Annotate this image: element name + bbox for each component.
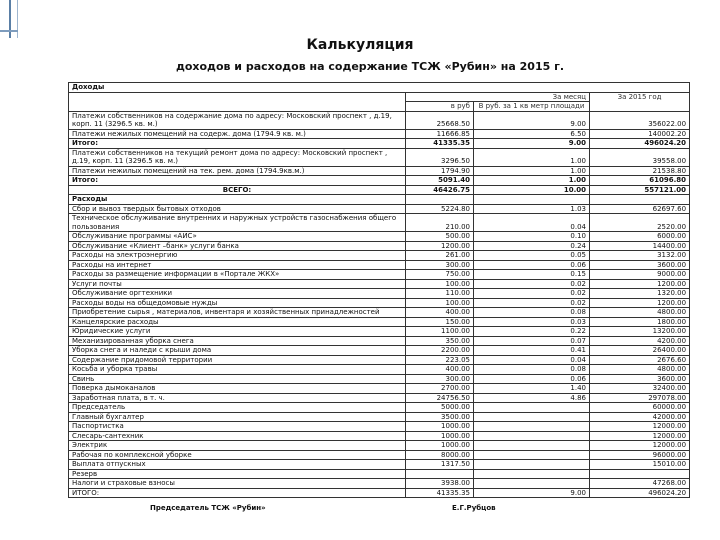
row-per-m2: 1.00	[474, 166, 590, 176]
row-label: Расходы	[69, 195, 406, 205]
table-row	[69, 111, 690, 129]
row-year: 297078.00	[590, 393, 690, 403]
row-per-m2: 0.15	[474, 270, 590, 280]
row-label: Слесарь-сантехник	[69, 431, 406, 441]
row-label: Обслуживание оргтехники	[69, 289, 406, 299]
row-month-rub: 400.00	[406, 365, 474, 375]
row-per-m2	[474, 422, 590, 432]
row-year: 61096.80	[590, 176, 690, 186]
row-label: Сбор и вывоз твердых бытовых отходов	[69, 204, 406, 214]
table-row	[69, 365, 690, 375]
row-per-m2: 0.07	[474, 336, 590, 346]
row-month-rub: 150.00	[406, 317, 474, 327]
document-subtitle: доходов и расходов на содержание ТСЖ «Рубин» на 2015 г.	[175, 60, 565, 73]
row-year: 21538.80	[590, 166, 690, 176]
row-month-rub: 1317.50	[406, 460, 474, 470]
row-label: Обслуживание «Клиент –банк» услуги банка	[69, 241, 406, 251]
row-label: Выплата отпускных	[69, 460, 406, 470]
header-rub: в руб	[406, 102, 474, 112]
row-year: 32400.00	[590, 384, 690, 394]
table-row	[69, 251, 690, 261]
row-per-m2	[474, 403, 590, 413]
row-per-m2: 0.02	[474, 279, 590, 289]
row-per-m2: 0.04	[474, 355, 590, 365]
row-month-rub: 3500.00	[406, 412, 474, 422]
row-year: 1320.00	[590, 289, 690, 299]
row-year: 3600.00	[590, 374, 690, 384]
table-row	[69, 336, 690, 346]
row-per-m2: 9.00	[474, 139, 590, 149]
row-per-m2: 9.00	[474, 111, 590, 129]
row-per-m2	[474, 450, 590, 460]
row-month-rub: 1794.90	[406, 166, 474, 176]
row-month-rub: 24756.50	[406, 393, 474, 403]
row-year	[590, 195, 690, 205]
row-month-rub: 223.05	[406, 355, 474, 365]
table-row	[69, 431, 690, 441]
table-row	[69, 479, 690, 489]
row-label: Платежи собственников на содержание дома по адресу: Московский проспект , д.19, корп. 11 (3296.5 кв. м.)	[69, 111, 406, 129]
row-month-rub: 1000.00	[406, 431, 474, 441]
row-month-rub: 5224.80	[406, 204, 474, 214]
row-year: 42000.00	[590, 412, 690, 422]
row-year: 12000.00	[590, 422, 690, 432]
row-per-m2: 9.00	[474, 488, 590, 498]
row-label: Содержание придомовой территории	[69, 355, 406, 365]
row-month-rub: 210.00	[406, 214, 474, 232]
table-row	[69, 374, 690, 384]
row-year: 3600.00	[590, 260, 690, 270]
row-label: Механизированная уборка снега	[69, 336, 406, 346]
row-year	[590, 469, 690, 479]
row-month-rub: 3296.50	[406, 148, 474, 166]
table-row	[69, 148, 690, 166]
row-per-m2: 0.08	[474, 308, 590, 318]
row-per-m2	[474, 412, 590, 422]
row-year: 2676.60	[590, 355, 690, 365]
row-per-m2: 0.02	[474, 289, 590, 299]
table-row	[69, 469, 690, 479]
row-per-m2: 0.24	[474, 241, 590, 251]
row-per-m2: 1.00	[474, 176, 590, 186]
row-per-m2: 1.00	[474, 148, 590, 166]
table-row	[69, 422, 690, 432]
row-year: 13200.00	[590, 327, 690, 337]
table-row	[69, 279, 690, 289]
row-year: 1200.00	[590, 298, 690, 308]
row-month-rub: 5091.40	[406, 176, 474, 186]
row-per-m2: 1.40	[474, 384, 590, 394]
row-month-rub: 2700.00	[406, 384, 474, 394]
row-label: Косьба и уборка травы	[69, 365, 406, 375]
row-per-m2	[474, 479, 590, 489]
row-per-m2: 1.03	[474, 204, 590, 214]
row-month-rub: 350.00	[406, 336, 474, 346]
signature-position: Председатель ТСЖ «Рубин»	[150, 504, 266, 512]
row-month-rub: 5000.00	[406, 403, 474, 413]
row-per-m2: 0.22	[474, 327, 590, 337]
row-label: Платежи собственников на текущий ремонт дома по адресу: Московский проспект , д.19, корп. 11 (3296.5 кв. м.)	[69, 148, 406, 166]
row-label: Резерв	[69, 469, 406, 479]
table-row	[69, 195, 690, 205]
row-label: Техническое обслуживание внутренних и наружных устройств газоснабжения общего пользования	[69, 214, 406, 232]
row-month-rub: 750.00	[406, 270, 474, 280]
row-per-m2	[474, 441, 590, 451]
row-year: 4800.00	[590, 308, 690, 318]
row-label: ИТОГО:	[69, 488, 406, 498]
table-row	[69, 346, 690, 356]
row-year: 62697.60	[590, 204, 690, 214]
table-row	[69, 204, 690, 214]
row-year: 12000.00	[590, 431, 690, 441]
table-row	[69, 488, 690, 498]
row-label: Свинь	[69, 374, 406, 384]
row-year: 356022.00	[590, 111, 690, 129]
row-per-m2: 4.86	[474, 393, 590, 403]
table-row	[69, 214, 690, 232]
row-year: 557121.00	[590, 185, 690, 195]
row-label: Итого:	[69, 176, 406, 186]
table-row	[69, 403, 690, 413]
row-label: Председатель	[69, 403, 406, 413]
row-month-rub: 400.00	[406, 308, 474, 318]
row-per-m2	[474, 195, 590, 205]
table-row	[69, 139, 690, 149]
budget-table	[68, 82, 690, 498]
document-title: Калькуляция	[306, 37, 414, 53]
row-label: Услуги почты	[69, 279, 406, 289]
row-month-rub: 261.00	[406, 251, 474, 261]
table-row	[69, 450, 690, 460]
row-per-m2	[474, 469, 590, 479]
header-blank	[69, 92, 406, 111]
table-row	[69, 129, 690, 139]
row-label: Расходы воды на общедомовые нужды	[69, 298, 406, 308]
row-label: Заработная плата, в т. ч.	[69, 393, 406, 403]
row-label: Приобретение сырья , материалов, инвентаря и хозяйственных принадлежностей	[69, 308, 406, 318]
row-year: 96000.00	[590, 450, 690, 460]
row-month-rub: 110.00	[406, 289, 474, 299]
row-month-rub: 46426.75	[406, 185, 474, 195]
row-month-rub: 1200.00	[406, 241, 474, 251]
row-year: 39558.00	[590, 148, 690, 166]
signature-name: Е.Г.Рубцов	[452, 504, 496, 512]
row-month-rub: 500.00	[406, 232, 474, 242]
row-year: 15010.00	[590, 460, 690, 470]
table-row	[69, 327, 690, 337]
row-label: Главный бухгалтер	[69, 412, 406, 422]
row-per-m2: 0.02	[474, 298, 590, 308]
row-year: 26400.00	[590, 346, 690, 356]
row-per-m2: 0.08	[474, 365, 590, 375]
table-row	[69, 317, 690, 327]
row-per-m2: 0.41	[474, 346, 590, 356]
row-year: 1200.00	[590, 279, 690, 289]
header-year: За 2015 год	[590, 92, 690, 111]
row-label: Платежи нежилых помещений на содерж. дома (1794.9 кв. м.)	[69, 129, 406, 139]
row-label: Юридические услуги	[69, 327, 406, 337]
row-label: Рабочая по комплексной уборке	[69, 450, 406, 460]
header-month: За месяц	[406, 92, 590, 102]
row-month-rub: 100.00	[406, 298, 474, 308]
signature-block	[68, 504, 720, 518]
row-label: Поверка дымоканалов	[69, 384, 406, 394]
table-row	[69, 355, 690, 365]
row-month-rub: 41335.35	[406, 139, 474, 149]
row-label: Платежи нежилых помещений на тек. рем. дома (1794.9кв.м.)	[69, 166, 406, 176]
row-year: 140002.20	[590, 129, 690, 139]
row-label: Итого:	[69, 139, 406, 149]
row-month-rub: 2200.00	[406, 346, 474, 356]
row-per-m2: 6.50	[474, 129, 590, 139]
table-row	[69, 384, 690, 394]
row-year: 6000.00	[590, 232, 690, 242]
table-row	[69, 289, 690, 299]
row-per-m2: 0.03	[474, 317, 590, 327]
row-year: 14400.00	[590, 241, 690, 251]
row-year: 496024.20	[590, 139, 690, 149]
row-year: 1800.00	[590, 317, 690, 327]
row-label: Расходы на интернет	[69, 260, 406, 270]
row-year: 9000.00	[590, 270, 690, 280]
row-per-m2: 0.05	[474, 251, 590, 261]
row-label: Расходы за размещение информации в «Портале ЖКХ»	[69, 270, 406, 280]
table-row	[69, 441, 690, 451]
table-row	[69, 241, 690, 251]
row-per-m2: 0.06	[474, 374, 590, 384]
row-year: 496024.20	[590, 488, 690, 498]
row-year: 4800.00	[590, 365, 690, 375]
row-label: Электрик	[69, 441, 406, 451]
row-month-rub: 300.00	[406, 374, 474, 384]
row-per-m2: 0.10	[474, 232, 590, 242]
row-month-rub: 11666.85	[406, 129, 474, 139]
row-month-rub: 100.00	[406, 279, 474, 289]
table-row	[69, 412, 690, 422]
row-month-rub: 300.00	[406, 260, 474, 270]
table-row	[69, 166, 690, 176]
row-month-rub	[406, 469, 474, 479]
table-row	[69, 176, 690, 186]
table-row	[69, 393, 690, 403]
row-label: Расходы на электроэнергию	[69, 251, 406, 261]
row-month-rub: 3938.00	[406, 479, 474, 489]
row-year: 60000.00	[590, 403, 690, 413]
row-label: Паспортистка	[69, 422, 406, 432]
table-row	[69, 298, 690, 308]
row-month-rub: 1000.00	[406, 441, 474, 451]
income-section-header: Доходы	[69, 83, 690, 93]
row-year: 4200.00	[590, 336, 690, 346]
row-year: 47268.00	[590, 479, 690, 489]
header-per-m2: В руб. за 1 кв метр площади	[474, 102, 590, 112]
row-label: Обслуживание программы «АИС»	[69, 232, 406, 242]
row-label: Канцелярские расходы	[69, 317, 406, 327]
table-row	[69, 308, 690, 318]
row-year: 2520.00	[590, 214, 690, 232]
row-per-m2	[474, 460, 590, 470]
row-per-m2: 0.04	[474, 214, 590, 232]
table-row	[69, 270, 690, 280]
row-month-rub	[406, 195, 474, 205]
row-month-rub: 1100.00	[406, 327, 474, 337]
table-row	[69, 185, 690, 195]
table-row	[69, 260, 690, 270]
table-row	[69, 232, 690, 242]
row-month-rub: 41335.35	[406, 488, 474, 498]
row-month-rub: 25668.50	[406, 111, 474, 129]
row-month-rub: 1000.00	[406, 422, 474, 432]
row-year: 12000.00	[590, 441, 690, 451]
row-year: 3132.00	[590, 251, 690, 261]
row-label: ВСЕГО:	[69, 185, 406, 195]
row-label: Уборка снега и наледи с крыши дома	[69, 346, 406, 356]
row-month-rub: 8000.00	[406, 450, 474, 460]
row-label: Налоги и страховые взносы	[69, 479, 406, 489]
row-per-m2: 0.06	[474, 260, 590, 270]
table-row	[69, 460, 690, 470]
row-per-m2: 10.00	[474, 185, 590, 195]
row-per-m2	[474, 431, 590, 441]
